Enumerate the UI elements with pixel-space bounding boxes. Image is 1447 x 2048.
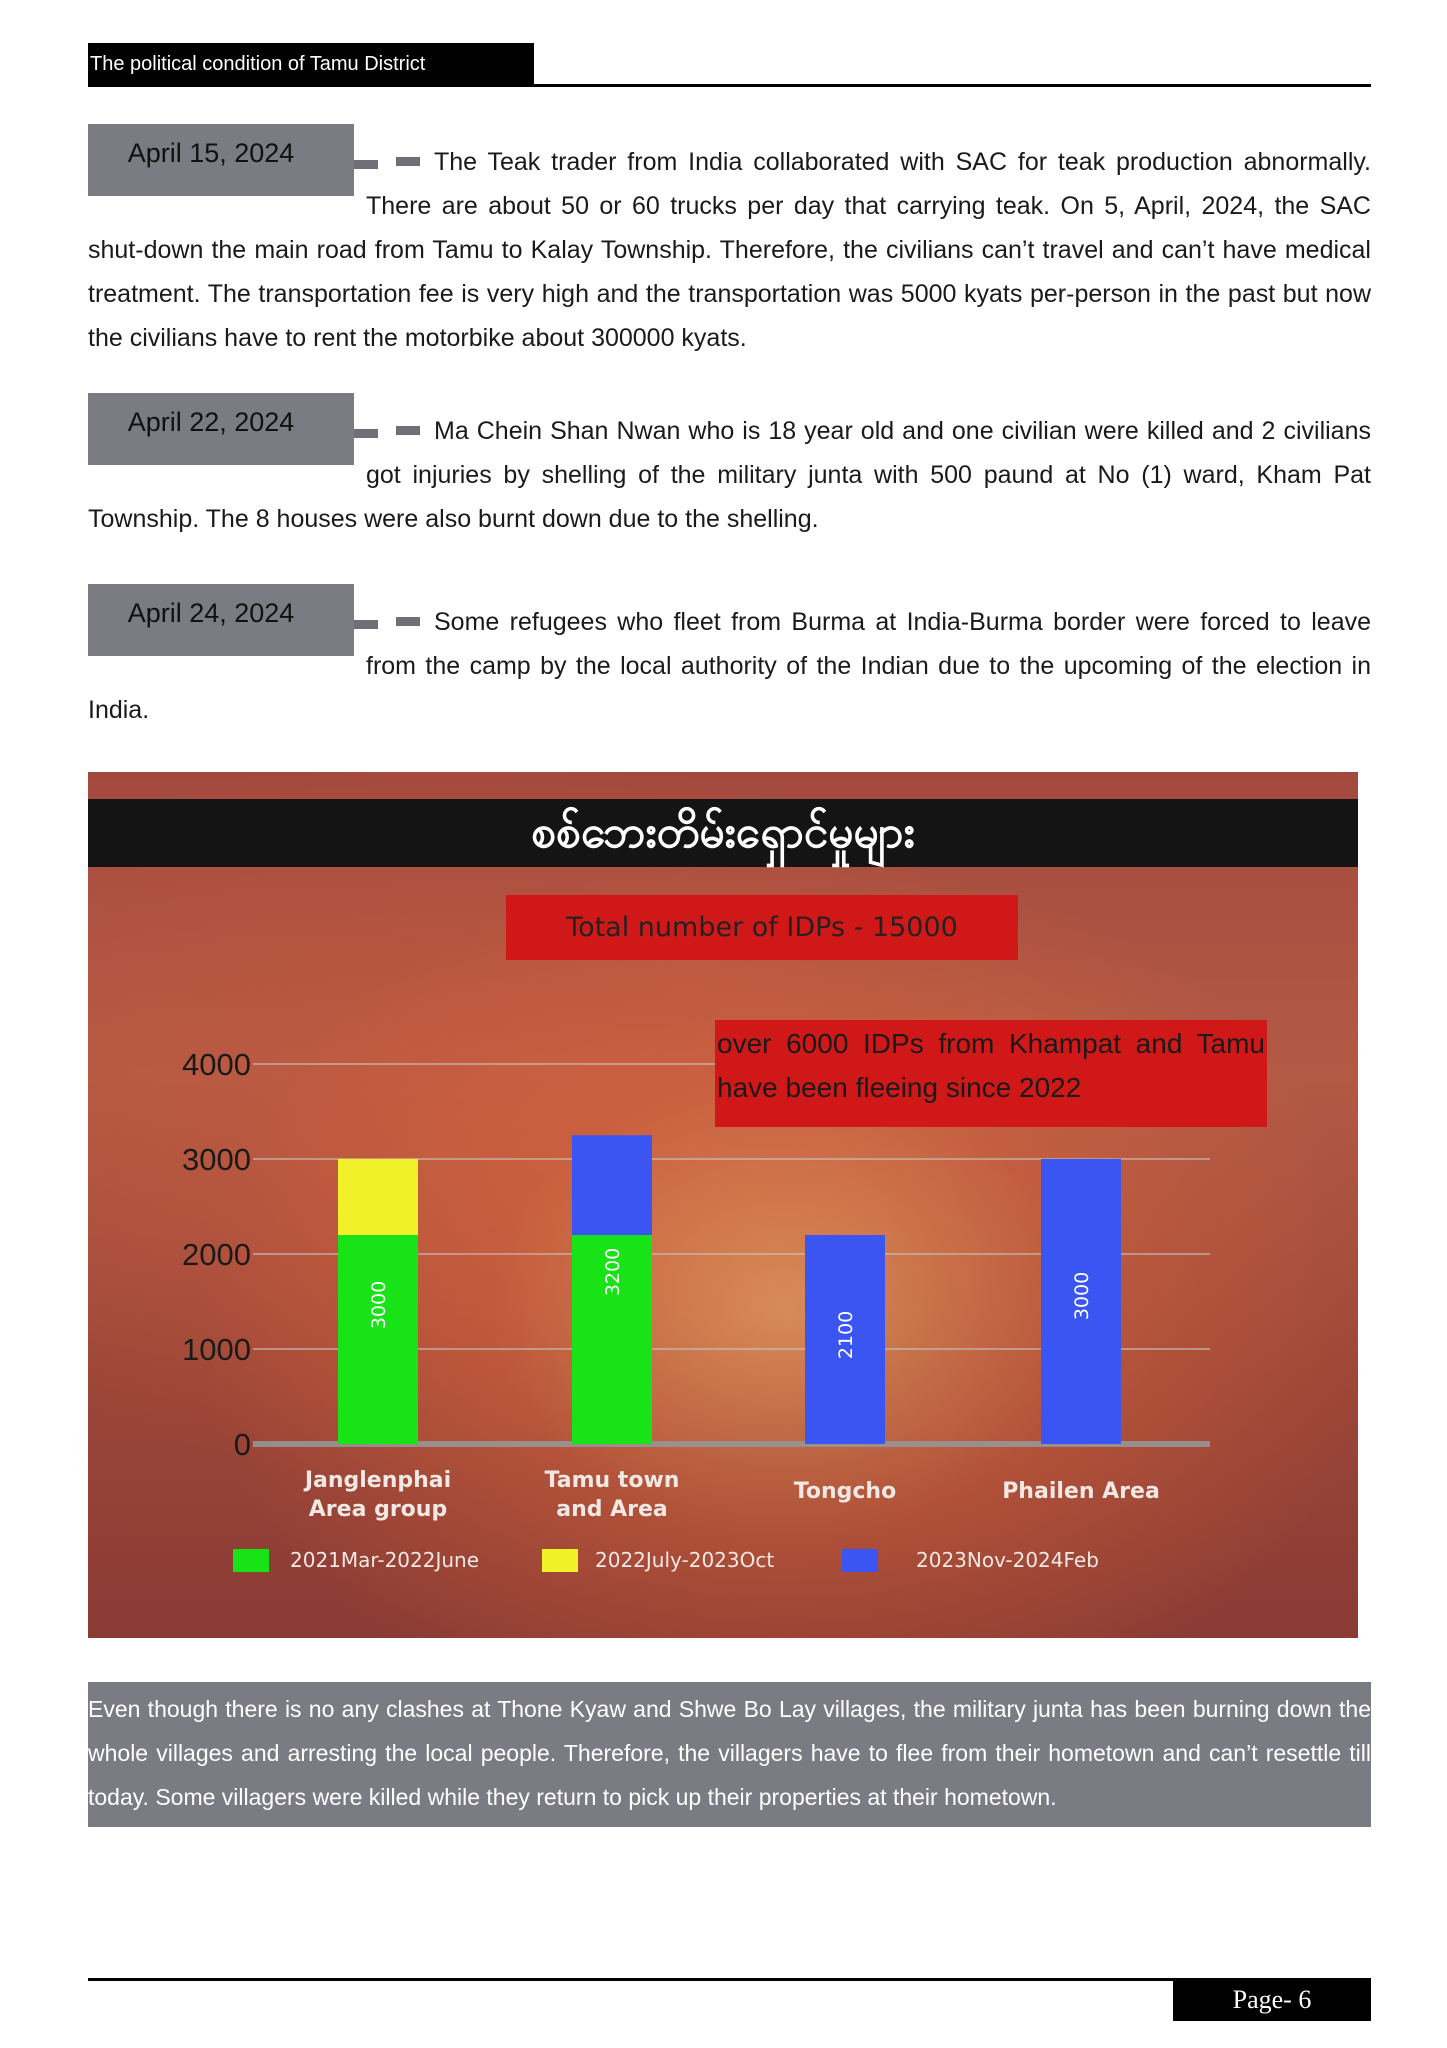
timeline-entry-2 <box>88 409 1371 541</box>
bar-segment <box>338 1235 418 1444</box>
category-label: Tongcho <box>793 1479 897 1504</box>
y-tick-label: 0 <box>233 1427 251 1462</box>
legend-swatch <box>542 1549 578 1572</box>
y-tick-label: 4000 <box>182 1047 251 1082</box>
chart-annotation: over 6000 IDPs from Khampat and Tamu have been fleeing since 2022 <box>715 1020 1267 1127</box>
y-tick-label: 1000 <box>182 1332 251 1367</box>
entry-date: April 24, 2024 <box>88 584 354 656</box>
y-tick-label: 3000 <box>182 1142 251 1177</box>
y-tick-label: 2000 <box>182 1237 251 1272</box>
timeline-entry-1 <box>88 140 1371 360</box>
bar-value-label: 3200 <box>602 1247 624 1297</box>
bar-value-label: 3000 <box>1071 1271 1093 1321</box>
bar-value-label: 2100 <box>835 1310 857 1360</box>
summary-paragraph: Even though there is no any clashes at Thone Kyaw and Shwe Bo Lay villages, the military junta has been burning down the whole villages and arresting the local people. Therefore, the villagers have to flee from their hometown and can’t resettle till today. Some villagers were killed while they return to pick up their properties at their hometown. <box>88 1682 1371 1827</box>
total-idps-label: Total number of IDPs - 15000 <box>506 895 1018 960</box>
page-number: Page- 6 <box>1173 1978 1371 2021</box>
legend-label: 2023Nov-2024Feb <box>916 1548 1099 1572</box>
bar-value-label: 3000 <box>368 1280 390 1330</box>
entry-text: Ma Chein Shan Nwan who is 18 year old and one civilian were killed and 2 civilians got injuries by shelling of the military junta with 500 paund at No (1) ward, Kham Pat Township. The 8 houses were also burnt down due to the shelling. <box>88 417 1371 533</box>
entry-text: The Teak trader from India collaborated with SAC for teak production abnormally. There are about 50 or 60 trucks per day that carrying teak. On 5, April, 2024, the SAC shut-down the main road from Tamu to Kalay Township. Therefore, the civilians can’t travel and can’t have medical treatment. The transportation fee is very high and the transportation was 5000 kyats per-person in the past but now the civilians have to rent the motorbike about 300000 kyats. <box>88 148 1371 352</box>
document-header: The political condition of Tamu District <box>88 43 534 86</box>
entry-date: April 15, 2024 <box>88 124 354 196</box>
dash-marker <box>354 157 420 169</box>
chart-title: စစ်ဘေးတိမ်းရှောင်မှုများ <box>88 799 1358 867</box>
dash-marker <box>354 426 420 438</box>
legend-label: 2022July-2023Oct <box>595 1548 775 1572</box>
bar-segment <box>572 1135 652 1235</box>
dash-marker <box>354 617 420 629</box>
idp-chart <box>88 772 1358 1638</box>
legend-swatch <box>842 1549 878 1572</box>
legend-label: 2021Mar-2022June <box>290 1548 480 1572</box>
timeline-entry-3 <box>88 600 1371 732</box>
category-label: Janglenphai Area group <box>304 1468 452 1522</box>
entry-date: April 22, 2024 <box>88 393 354 465</box>
entry-text: Some refugees who fleet from Burma at India-Burma border were forced to leave from the camp by the local authority of the Indian due to the upcoming of the election in India. <box>88 608 1371 724</box>
bar-segment <box>338 1159 418 1235</box>
legend-swatch <box>233 1549 269 1572</box>
category-label: Phailen Area <box>1002 1479 1160 1504</box>
category-label: Tamu town and Area <box>544 1468 680 1522</box>
header-rule <box>88 84 1371 87</box>
